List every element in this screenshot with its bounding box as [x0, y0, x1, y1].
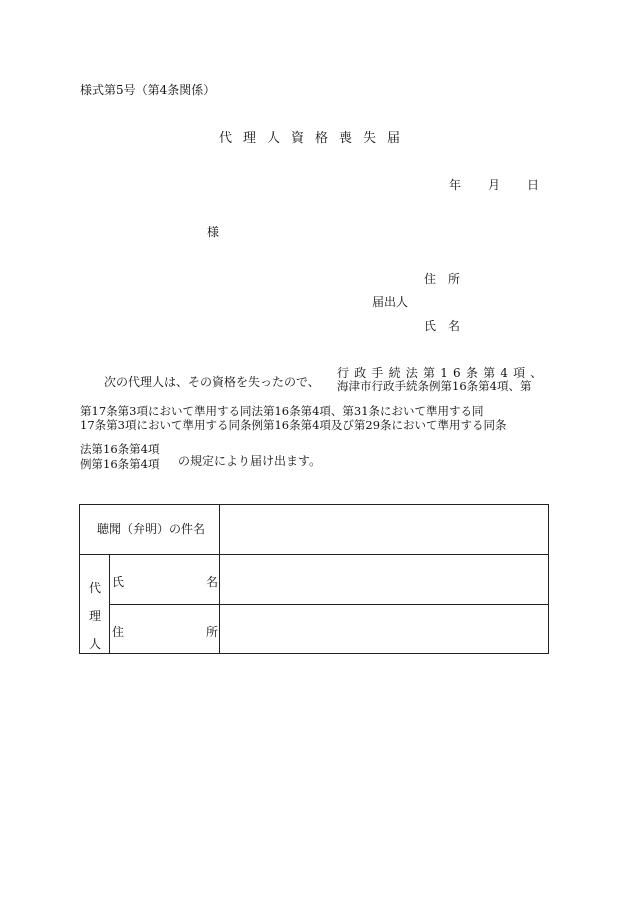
- body-line-4-bottom: 例第16条第4項: [80, 457, 160, 471]
- form-number: 様式第5号（第4条関係）: [80, 83, 216, 97]
- representative-name-label-2: 名: [206, 575, 219, 589]
- case-name-field[interactable]: [220, 505, 548, 554]
- body-line-4-tail: の規定により届け出ます。: [178, 454, 322, 468]
- representative-label: 代理人: [88, 581, 101, 651]
- document-title: 代理人資格喪失届: [219, 131, 412, 146]
- representative-address-field[interactable]: [220, 605, 548, 653]
- addressee-suffix: 様: [207, 225, 220, 239]
- notifier-name-label: 氏名: [424, 319, 473, 333]
- representative-name-label-1: 氏: [112, 575, 125, 589]
- notifier-address-label: 住所: [424, 272, 473, 286]
- body-line-1-top: 行政手続法第16条第4項、: [337, 366, 548, 380]
- date-month-label: 月: [488, 178, 501, 192]
- representative-address-label-1: 住: [112, 625, 125, 639]
- representative-name-field[interactable]: [220, 555, 548, 604]
- date-year-label: 年: [449, 178, 462, 192]
- body-line-1-lead: 次の代理人は、その資格を失ったので、: [104, 375, 320, 389]
- notifier-label: 届出人: [372, 295, 409, 309]
- body-line-4-top: 法第16条第4項: [80, 442, 160, 456]
- representative-address-label-2: 所: [206, 625, 219, 639]
- case-name-label: 聴聞（弁明）の件名: [97, 522, 206, 536]
- info-table: [79, 504, 549, 654]
- body-line-1-bottom: 海津市行政手続条例第16条第4項、第: [337, 379, 532, 393]
- body-line-2: 第17条第3項において準用する同法第16条第4項、第31条において準用する同: [80, 404, 484, 418]
- date-day-label: 日: [527, 178, 540, 192]
- body-line-3: 17条第3項において準用する同条例第16条第4項及び第29条において準用する同条: [80, 418, 507, 432]
